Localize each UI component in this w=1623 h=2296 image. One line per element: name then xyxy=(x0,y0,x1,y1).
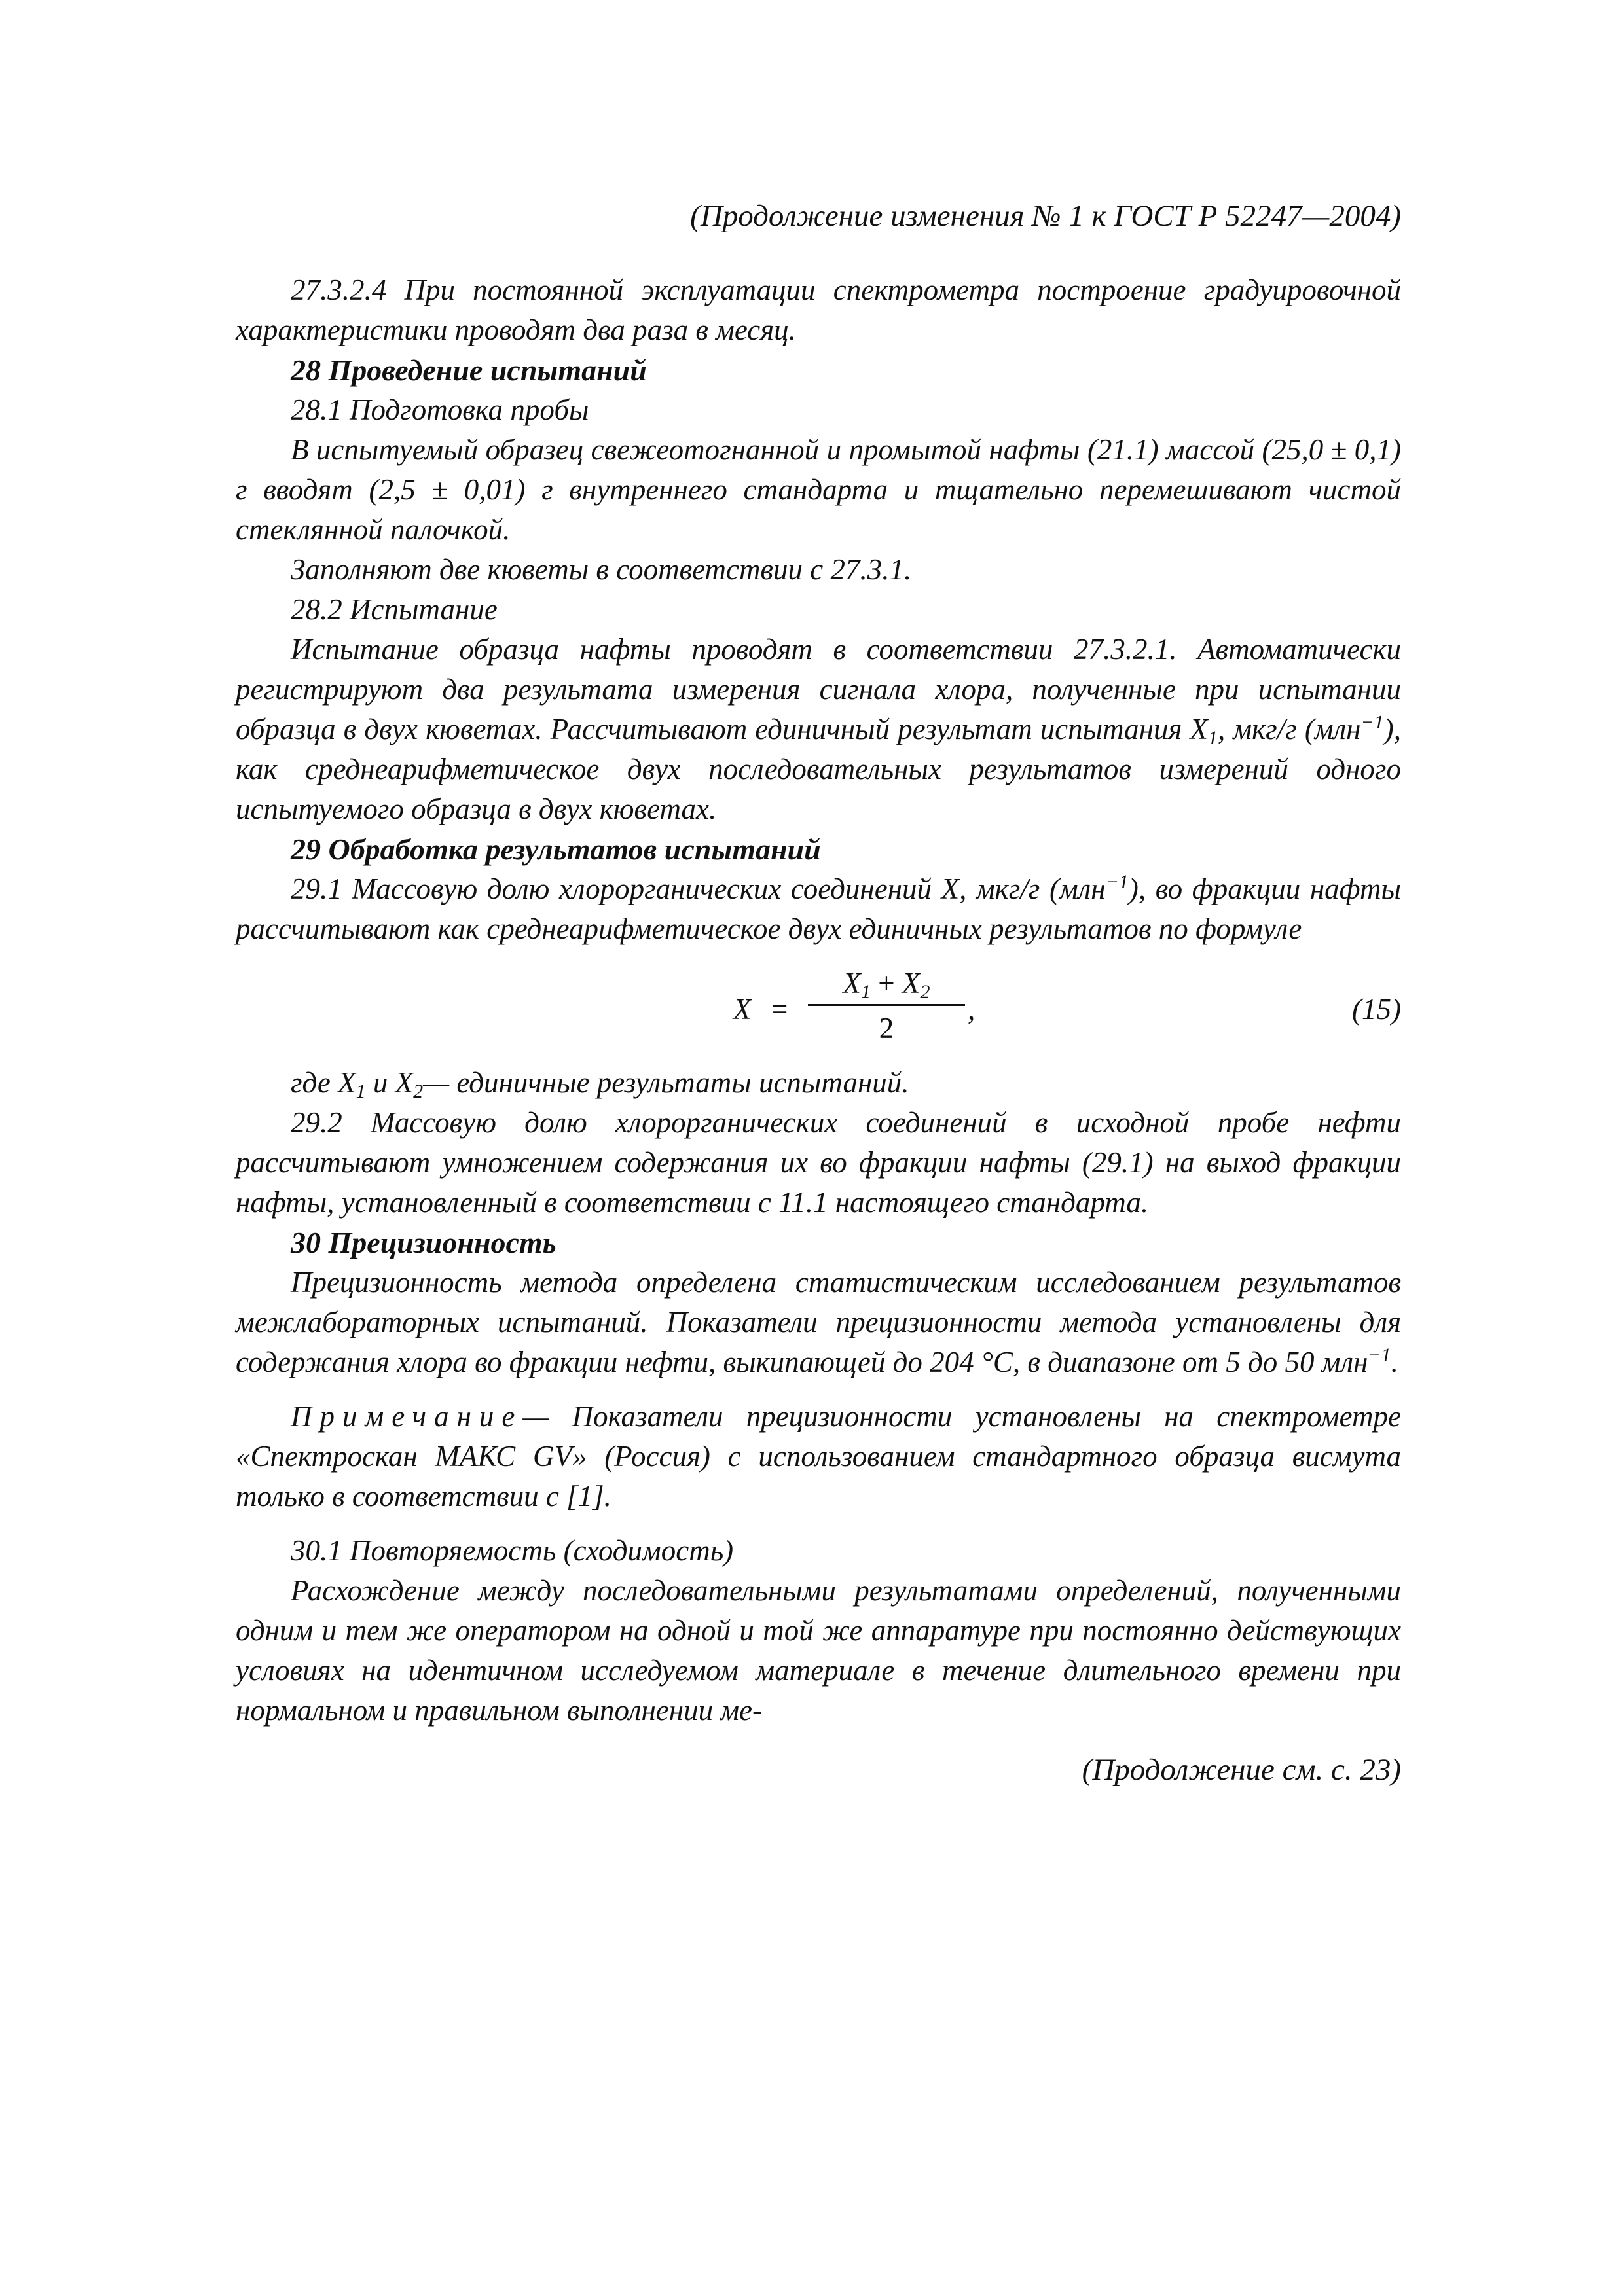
formula-equals: = xyxy=(771,993,788,1026)
superscript: −1 xyxy=(1360,711,1384,733)
text-run: . xyxy=(1391,1346,1398,1378)
section-heading-29: 29 Обработка результатов испытаний xyxy=(291,833,821,866)
subscript: 1 xyxy=(1208,727,1218,749)
text-run: ), во фракции нафты рассчитывают как среднеарифметическое двух единичных результатов по формуле xyxy=(236,872,1401,945)
formula-legend xyxy=(236,1063,1401,1103)
text-run: и X xyxy=(365,1066,414,1099)
formula-numerator xyxy=(808,963,965,1003)
note-label: Примечание xyxy=(291,1400,523,1433)
formula-comma: , xyxy=(968,993,976,1026)
superscript: −1 xyxy=(1368,1344,1391,1366)
formula-denominator: 2 xyxy=(879,1012,894,1045)
superscript: −1 xyxy=(1105,871,1129,893)
paragraph-27-3-2-4: 27.3.2.4 При постоянной эксплуатации спектрометра построение градуировочной характеристики проводят два раза в месяц. xyxy=(236,274,1401,346)
paragraph-28-1-sample-prep: В испытуемый образец свежеотогнанной и промытой нафты (21.1) массой (25,0 ± 0,1) г вводят (2,5 ± 0,01) г внутреннего стандарта и тщательно перемешивают чистой стеклянной палочкой. xyxy=(236,433,1401,546)
subsection-heading-28-1: 28.1 Подготовка пробы xyxy=(291,393,589,426)
text-run: где X xyxy=(291,1066,356,1099)
numerator-x1: X xyxy=(843,967,862,999)
text-run: Испытание образца нафты проводят в соответствии 27.3.2.1. Автоматически регистрируют два результата измерения сигнала хлора, полученные при испытании образца в двух кюветах. Рассчитывают единичный результат испытания X xyxy=(236,633,1401,745)
subscript: 2 xyxy=(413,1081,424,1102)
text-run: Прецизионность метода определена статистическим исследованием результатов межлабораторных испытаний. Показатели прецизионности метода установлены для содержания хлора во фракции нефти, выкипающей до 204 °С, в диапазоне от 5 до 50 млн xyxy=(236,1266,1401,1378)
paragraph-29-2: 29.2 Массовую долю хлорорганических соединений в исходной пробе нефти рассчитывают умножением содержания их во фракции нафты (29.1) на выход фракции нафты, установленный в соответствии с 11.1 настоящего стандарта. xyxy=(236,1106,1401,1219)
subscript: 1 xyxy=(356,1081,366,1102)
subsection-heading-30-1: 30.1 Повторяемость (сходимость) xyxy=(291,1534,734,1567)
text-run: , мкг/г (млн xyxy=(1218,713,1361,745)
section-heading-30: 30 Прецизионность xyxy=(291,1226,556,1259)
formula-lhs: X xyxy=(733,993,752,1026)
paragraph-28-1-cuvettes: Заполняют две кюветы в соответствии с 27.3.1. xyxy=(291,553,912,586)
text-run: 29.1 Массовую долю хлорорганических соединений X, мкг/г (млн xyxy=(291,872,1106,905)
running-header: (Продолжение изменения № 1 к ГОСТ Р 52247—2004) xyxy=(690,199,1401,233)
paragraph-30-precision xyxy=(236,1263,1401,1382)
numerator-sub1: 1 xyxy=(861,981,871,1003)
numerator-sub2: 2 xyxy=(920,981,930,1003)
continuation-footer: (Продолжение см. с. 23) xyxy=(1082,1753,1401,1787)
section-heading-28: 28 Проведение испытаний xyxy=(291,353,647,387)
formula-15 xyxy=(236,956,1401,1060)
subsection-heading-28-2: 28.2 Испытание xyxy=(291,593,498,626)
numerator-x2: X xyxy=(902,967,921,999)
document-page xyxy=(236,196,1401,1790)
formula-number: (15) xyxy=(1352,993,1401,1026)
paragraph-29-1 xyxy=(236,869,1401,949)
fraction-bar xyxy=(808,1004,965,1006)
text-run: — единичные результаты испытаний. xyxy=(423,1066,909,1099)
paragraph-28-2-test xyxy=(236,630,1401,829)
note-paragraph xyxy=(236,1397,1401,1516)
note-text: — Показатели прецизионности установлены на спектрометре «Спектроскан МАКС GV» (Россия) с использованием стандартного образца висмута только в соответствии с [1]. xyxy=(236,1400,1401,1513)
paragraph-30-1: Расхождение между последовательными результатами определений, полученными одним и тем же оператором на одной и той же аппаратуре при постоянно действующих условиях на идентичном исследуемом материале в течение длительного времени при нормальном и правильном выполнении ме- xyxy=(236,1574,1401,1727)
text-run: ), как среднеарифметическое двух последовательных результатов измерений одного испытуемого образца в двух кюветах. xyxy=(236,713,1401,825)
formula-fraction xyxy=(808,963,965,1049)
numerator-plus: + xyxy=(871,967,902,999)
